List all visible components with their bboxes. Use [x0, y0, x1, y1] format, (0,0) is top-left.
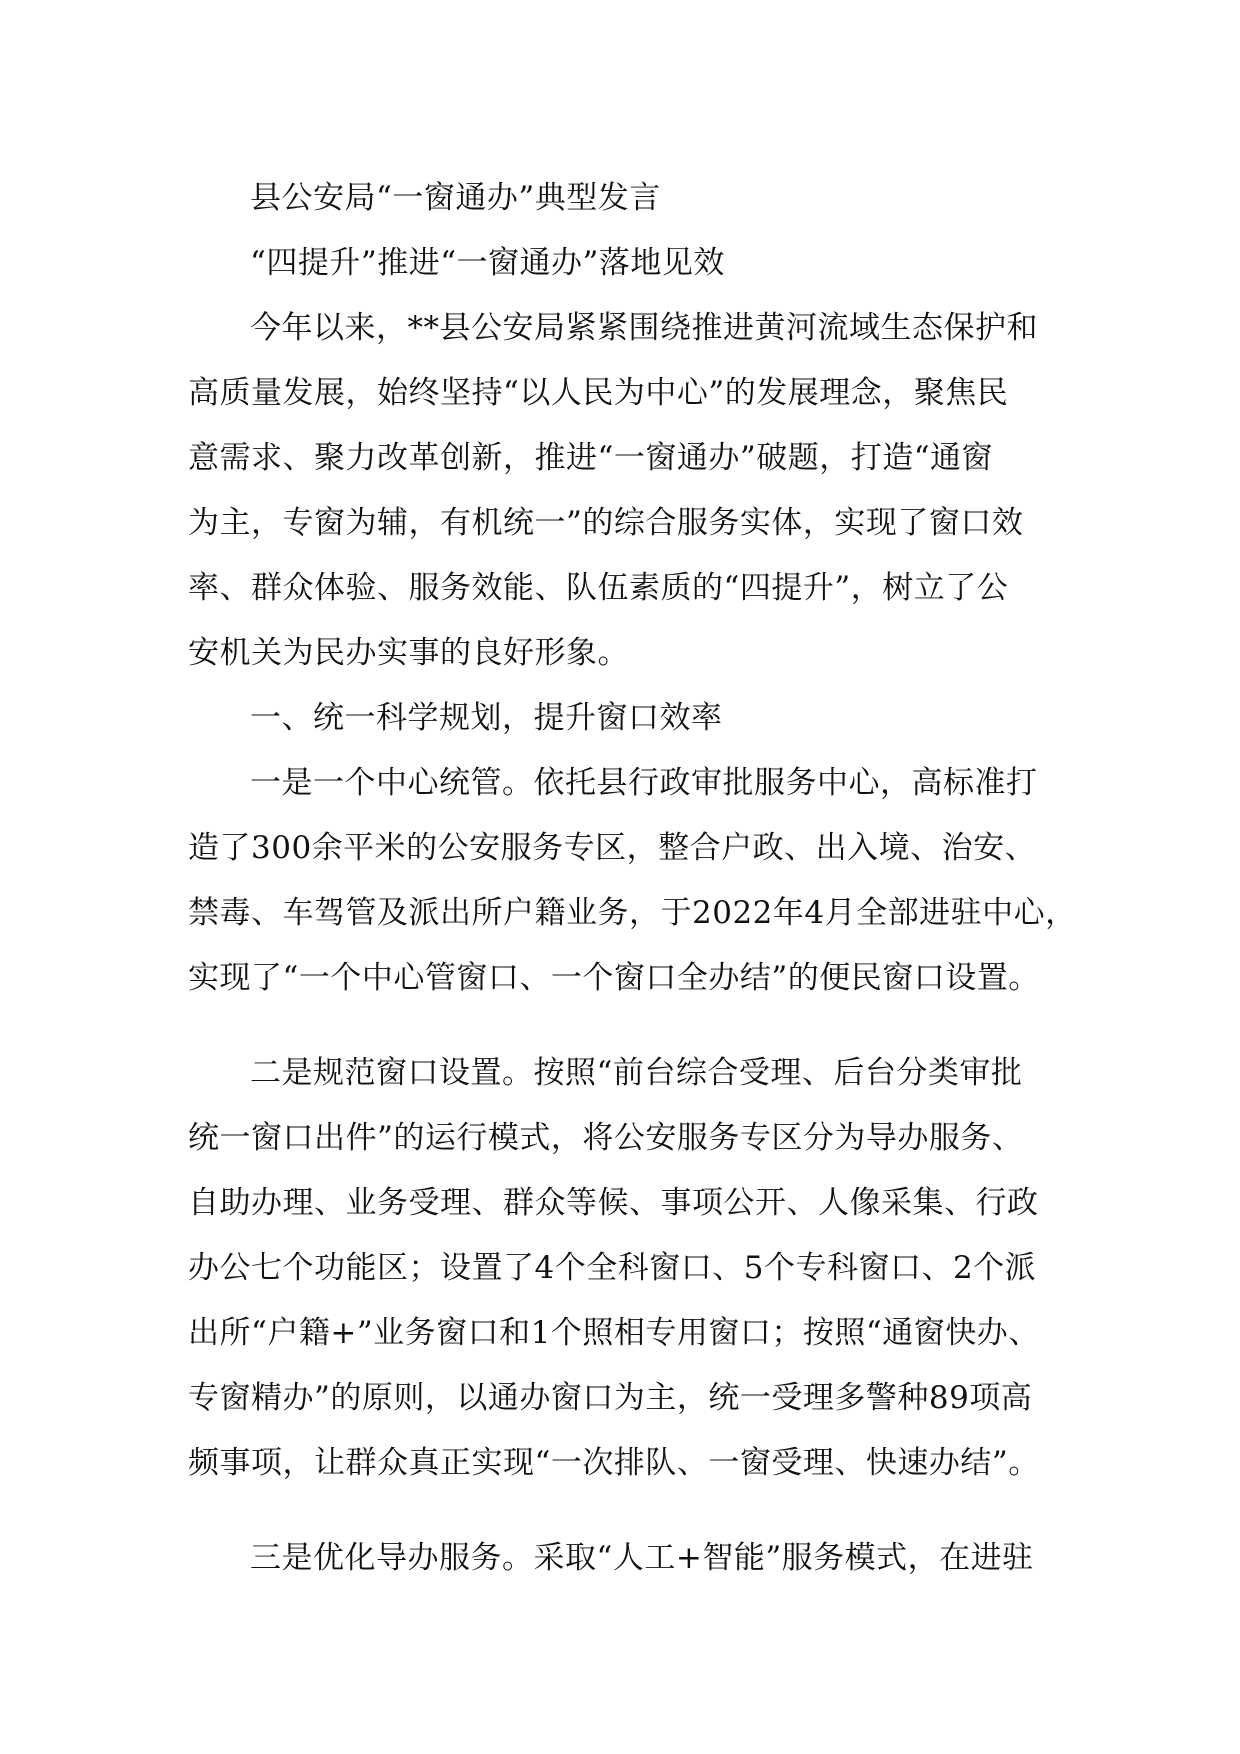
paragraph-line: 禁毒、车驾管及派出所户籍业务，于2022年4月全部进驻中心， [188, 895, 1077, 931]
paragraph-line: 率、群众体验、服务效能、队伍素质的“四提升”，树立了公 [188, 570, 1009, 606]
section-heading: 一、统一科学规划，提升窗口效率 [250, 700, 723, 736]
paragraph-line: 办公七个功能区；设置了4个全科窗口、5个专科窗口、2个派 [188, 1250, 1037, 1286]
paragraph-line: 出所“户籍+”业务窗口和1个照相专用窗口；按照“通窗快办、 [188, 1315, 1040, 1351]
paragraph-line: 一是一个中心统管。依托县行政审批服务中心，高标准打 [250, 765, 1038, 801]
intro-paragraph [188, 296, 1078, 686]
paragraph-window-setup [188, 1041, 1078, 1496]
paragraph-line: 频事项，让群众真正实现“一次排队、一窗受理、快速办结”。 [188, 1445, 1040, 1481]
paragraph-line: 高质量发展，始终坚持“以人民为中心”的发展理念，聚焦民 [188, 375, 1009, 411]
paragraph-line: 今年以来，**县公安局紧紧围绕推进黄河流域生态保护和 [250, 310, 1038, 346]
paragraph-line: 实现了“一个中心管窗口、一个窗口全办结”的便民窗口设置。 [188, 960, 1040, 996]
document-body [188, 166, 1078, 1591]
document-subtitle: “四提升”推进“一窗通办”落地见效 [250, 245, 725, 281]
paragraph-line: 专窗精办”的原则，以通办窗口为主，统一受理多警种89项高 [188, 1380, 1033, 1416]
paragraph-line: 二是规范窗口设置。按照“前台综合受理、后台分类审批 [250, 1055, 1023, 1091]
paragraph-line: 三是优化导办服务。采取“人工+智能”服务模式，在进驻 [250, 1540, 1034, 1576]
paragraph-line: 为主，专窗为辅，有机统一”的综合服务实体，实现了窗口效 [188, 505, 1024, 541]
paragraph-line: 自助办理、业务受理、群众等候、事项公开、人像采集、行政 [188, 1185, 1039, 1221]
paragraph-guide-service [188, 1526, 1078, 1591]
paragraph-one-center [188, 751, 1078, 1011]
paragraph-line: 统一窗口出件”的运行模式，将公安服务专区分为导办服务、 [188, 1120, 1024, 1156]
paragraph-line: 造了300余平米的公安服务专区，整合户政、出入境、治安、 [188, 830, 1037, 866]
paragraph-line: 意需求、聚力改革创新，推进“一窗通办”破题，打造“通窗 [188, 440, 994, 476]
document-title: 县公安局“一窗通办”典型发言 [250, 180, 661, 216]
paragraph-line: 安机关为民办实事的良好形象。 [188, 635, 629, 671]
